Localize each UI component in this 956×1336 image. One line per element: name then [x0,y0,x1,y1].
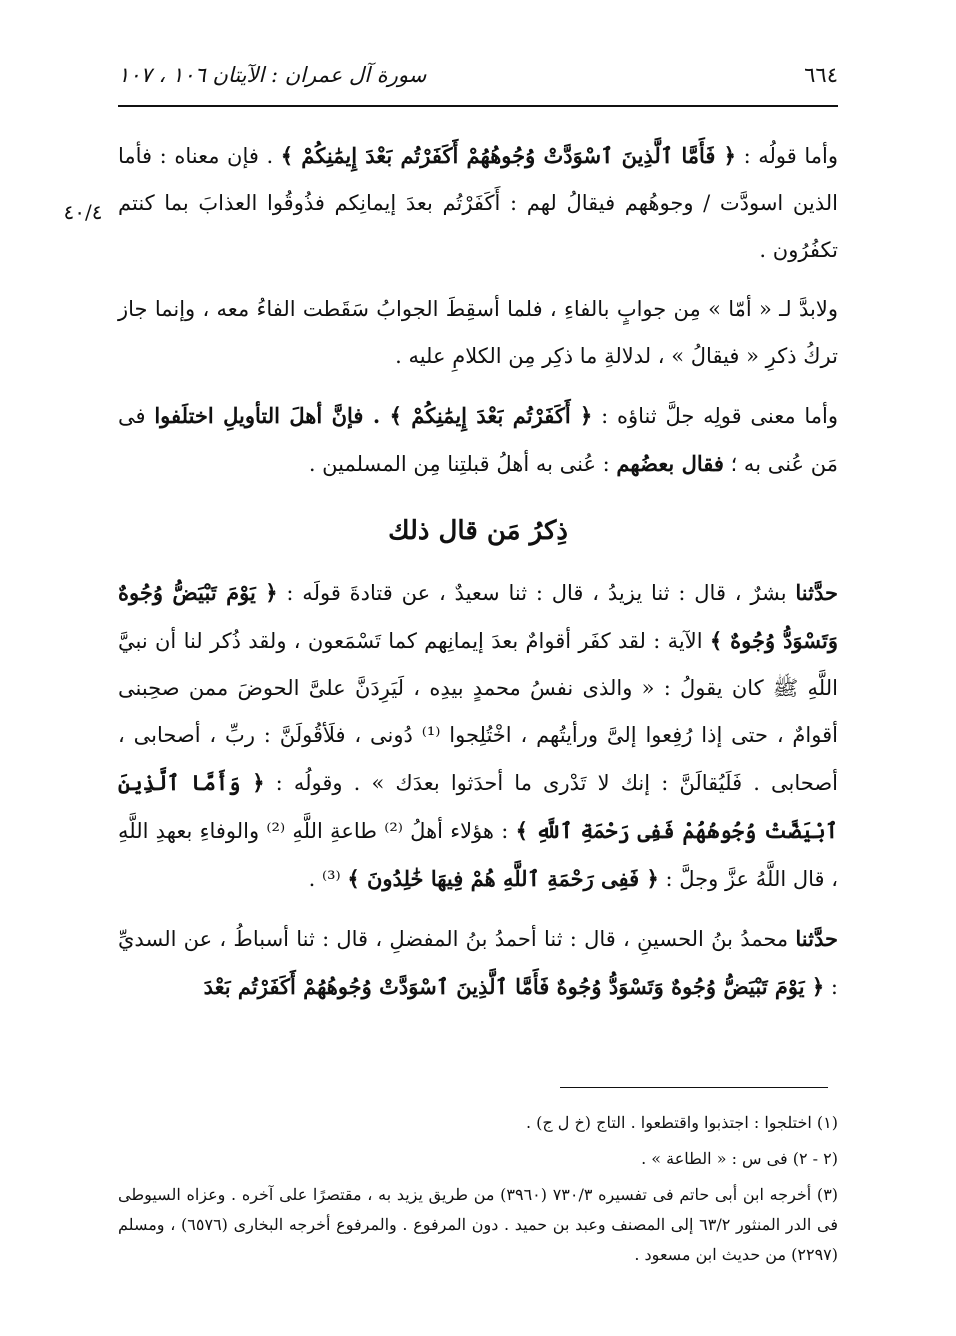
page-number: ٦٦٤ [804,63,838,87]
text-span: وأما قولُه : [735,144,838,168]
running-title: سورة آل عمران : الآيتان ١٠٦ ، ١٠٧ [118,63,427,87]
quran-verse: ﴿ فَأَمَّا ٱلَّذِينَ ٱسْوَدَّتْ وُجُوهُهُمْ أَكَفَرْتُم بَعْدَ إِيمَٰنِكُمْ ﴾ [280,143,736,168]
section-title: ذِكرُ مَن قال ذلك [388,516,568,546]
quran-verse: ﴿ أَكَفَرْتُم بَعْدَ إِيمَٰنِكُمْ ﴾ [389,403,593,428]
text-span: : هؤلاء أهلُ ⁽²⁾ طاعةِ اللَّهِ ⁽²⁾ والوفاءِ بعهدِ اللَّهِ ، قال اللَّهُ عزَّ وجلَّ : [118,819,838,891]
text-span: محمدُ بنُ الحسينِ ، قال : ثنا أحمدُ بنُ المفضلِ ، قال : ثنا أسباطُ ، عن السديِّ : [118,927,838,999]
quran-verse: ﴿ فَفِى رَحْمَةِ ٱللَّهِ هُمْ فِيهَا خَٰلِدُونَ ﴾ [347,866,659,891]
footnote: (٣) أخرجه ابن أبى حاتم فى تفسيره ٧٣٠/٣ (٣٩٦٠) من طريق يزيد به ، مقتصرًا على آخره . وعزاه السيوطى فى الدر المنثور ٦٣/٢ إلى المصنف وعبد بن حميد . دون المرفوع . والمرفوع أخرجه البخارى (٦٥٧٦) ، ومسلم (٢٢٩٧) من حديث ابن مسعود . [118,1185,839,1264]
text-span: ⁽³⁾ . [308,867,348,891]
text-span: : عُنى به أهلُ قبلتِنا مِن المسلمين . [308,452,617,476]
quran-verse: ﴿ وَأَمَّا ٱلَّذِينَ ٱبْيَضَّتْ وُجُوهُهُمْ فَفِى رَحْمَةِ ٱللَّهِ ﴾ [118,770,838,843]
footnote: (١) اختلجوا : اجتذبوا واقتطعوا . التاج (خ ل ج) . [525,1113,838,1132]
bold-phrase: . فإنَّ أهلَ التأويلِ اختلَفوا [154,403,390,428]
text-span: فى مَن عُنى به ؛ [118,404,838,476]
text-span: بشرٌ ، قال : ثنا يزيدُ ، قال : ثنا سعيدٌ ، عن قتادةَ قولَه : [277,581,796,605]
quran-verse: ﴿ يَوْمَ تَبْيَضُّ وُجُوهٌ وَتَسْوَدُّ وُجُوهٌ ﴾ [118,580,838,653]
main-text [118,132,838,1023]
page-header [118,52,838,98]
footnote-rule [560,1087,828,1088]
footnote: (٢ - ٢) فى س : « الطاعة » . [641,1149,838,1168]
header-rule [118,105,838,107]
narration-1 [118,569,838,903]
bold-phrase: فقال بعضُهم [616,451,724,476]
text-span: الآية : لقد كفَر أقوامٌ بعدَ إيمانِهم كما تَسْمَعون ، ولقد ذُكر لنا أن نبيَّ اللَّهِ ﷺ كان يقولُ : « والذى نفسُ محمدٍ بيدِه ، لَيَرِدَنَّ علىَّ الحوضَ ممن صحِبنى أقوامٌ ، حتى إذا رُفِعوا إلىَّ ورأيتُهم ، اخْتُلِجوا ⁽¹⁾ دُونى ، فلَأقُولَنَّ : ربِّ ، أصحابى ، أصحابى . فَلَيُقالَنَّ : إنك لا تَدْرى ما أحدَثوا بعدَك » . وقولُه : [118,629,838,795]
margin-volume-reference: ٤٠/٤ [63,200,103,224]
text-span: وأما معنى قولِه جلَّ ثناؤه : [592,404,839,428]
text-span: . فإن معناه : فأما الذين اسودَّت / وجوهُهم فيقالُ لهم : أَكَفَرْتُم بعدَ إيمانِكم فذُوقُوا العذابَ بما كنتم تكفُرُون . [118,144,838,262]
paragraph-2: ولابدَّ لـ « أمّا » مِن جوابٍ بالفاءِ ، فلما أسقِطَ الجوابُ سَقَطت الفاءُ معه ، وإنما جاز تركُ ذكرِ « فيقالُ » ، لدلالةِ ما ذكِر مِن الكلامِ عليه . [118,297,838,368]
quran-verse: ﴿ يَوْمَ تَبْيَضُّ وُجُوهٌ وَتَسْوَدُّ وُجُوهٌ فَأَمَّا ٱلَّذِينَ ٱسْوَدَّتْ وُجُوهُهُمْ أَكَفَرْتُم بَعْدَ [203,974,825,999]
paragraph-1 [118,132,838,274]
narration-2 [118,915,838,1011]
paragraph-3 [118,392,838,488]
narration-lead: حدَّثنا [795,580,838,605]
footnotes [118,1108,838,1276]
narration-lead: حدَّثنا [795,926,838,951]
